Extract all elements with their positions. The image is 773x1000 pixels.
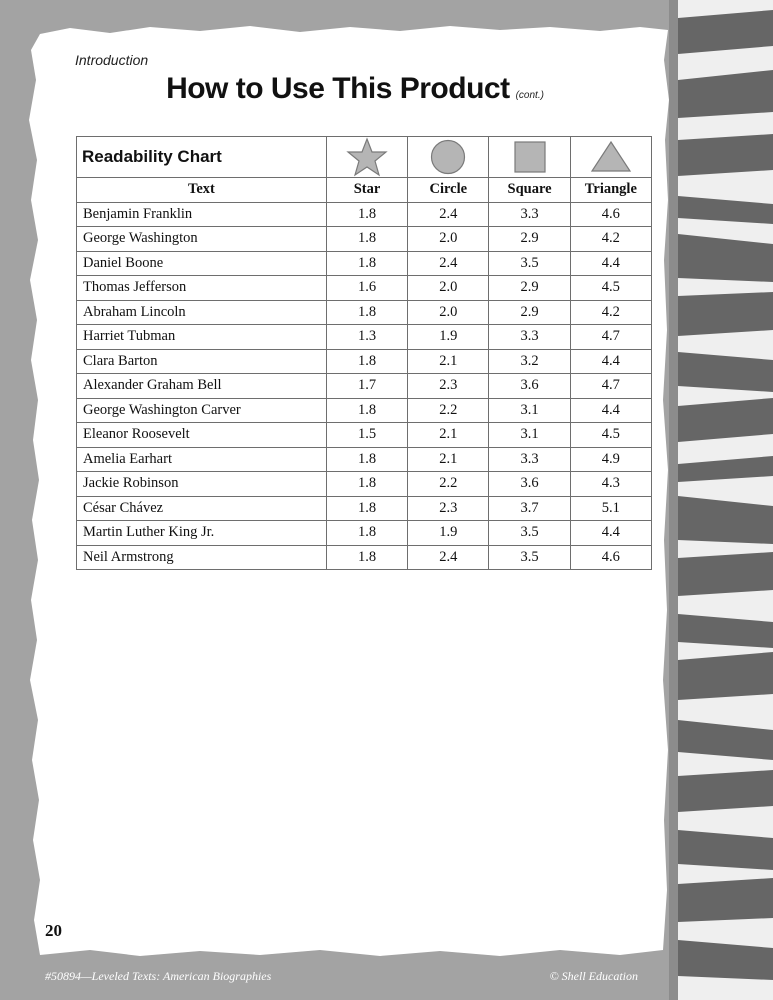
table-row xyxy=(77,300,652,325)
triangle-level-cell: 4.6 xyxy=(570,202,651,227)
triangle-level-cell: 4.5 xyxy=(570,423,651,448)
star-level-cell: 1.3 xyxy=(326,325,407,350)
biography-title-cell: Daniel Boone xyxy=(77,251,327,276)
column-header-row xyxy=(77,178,652,203)
star-level-cell: 1.8 xyxy=(326,349,407,374)
square-level-cell: 3.3 xyxy=(489,202,570,227)
square-level-cell: 3.5 xyxy=(489,251,570,276)
star-level-cell: 1.8 xyxy=(326,398,407,423)
table-row xyxy=(77,545,652,570)
column-header-text: Text xyxy=(77,178,327,203)
star-level-cell: 1.8 xyxy=(326,251,407,276)
footer-publisher: © Shell Education xyxy=(549,969,638,983)
triangle-level-cell: 4.5 xyxy=(570,276,651,301)
triangle-level-cell: 4.3 xyxy=(570,472,651,497)
star-level-cell: 1.8 xyxy=(326,227,407,252)
table-row xyxy=(77,423,652,448)
circle-level-cell: 2.4 xyxy=(408,202,489,227)
table-row xyxy=(77,472,652,497)
biography-title-cell: César Chávez xyxy=(77,496,327,521)
circle-icon xyxy=(428,137,468,177)
biography-title-cell: Jackie Robinson xyxy=(77,472,327,497)
biography-title-cell: George Washington Carver xyxy=(77,398,327,423)
triangle-level-cell: 4.2 xyxy=(570,227,651,252)
table-row xyxy=(77,276,652,301)
star-level-cell: 1.7 xyxy=(326,374,407,399)
column-header-circle: Circle xyxy=(408,178,489,203)
circle-level-cell: 2.1 xyxy=(408,423,489,448)
page-heading xyxy=(0,72,710,106)
column-header-star: Star xyxy=(326,178,407,203)
star-level-cell: 1.8 xyxy=(326,472,407,497)
biography-title-cell: Benjamin Franklin xyxy=(77,202,327,227)
triangle-level-cell: 4.7 xyxy=(570,325,651,350)
table-row xyxy=(77,202,652,227)
square-level-cell: 3.5 xyxy=(489,545,570,570)
circle-cell xyxy=(408,137,489,178)
circle-level-cell: 2.0 xyxy=(408,300,489,325)
circle-level-cell: 1.9 xyxy=(408,325,489,350)
page-number: 20 xyxy=(45,921,62,940)
square-level-cell: 3.1 xyxy=(489,423,570,448)
circle-level-cell: 2.2 xyxy=(408,398,489,423)
triangle-level-cell: 4.4 xyxy=(570,349,651,374)
triangle-level-cell: 5.1 xyxy=(570,496,651,521)
star-icon xyxy=(346,137,388,177)
biography-title-cell: Harriet Tubman xyxy=(77,325,327,350)
star-level-cell: 1.8 xyxy=(326,545,407,570)
table-row xyxy=(77,227,652,252)
section-label: Introduction xyxy=(75,52,149,68)
circle-level-cell: 2.0 xyxy=(408,276,489,301)
biography-title-cell: Alexander Graham Bell xyxy=(77,374,327,399)
triangle-level-cell: 4.4 xyxy=(570,521,651,546)
biography-title-cell: Amelia Earhart xyxy=(77,447,327,472)
triangle-level-cell: 4.9 xyxy=(570,447,651,472)
title-suffix: (cont.) xyxy=(515,90,544,101)
table-row xyxy=(77,447,652,472)
page-title: How to Use This Product xyxy=(166,72,510,105)
square-level-cell: 3.6 xyxy=(489,472,570,497)
table-row xyxy=(77,325,652,350)
star-level-cell: 1.8 xyxy=(326,447,407,472)
circle-level-cell: 2.3 xyxy=(408,374,489,399)
biography-title-cell: Clara Barton xyxy=(77,349,327,374)
square-level-cell: 3.1 xyxy=(489,398,570,423)
star-level-cell: 1.8 xyxy=(326,521,407,546)
circle-level-cell: 1.9 xyxy=(408,521,489,546)
star-level-cell: 1.8 xyxy=(326,202,407,227)
square-level-cell: 3.2 xyxy=(489,349,570,374)
table-row xyxy=(77,251,652,276)
square-level-cell: 3.3 xyxy=(489,447,570,472)
biography-title-cell: Eleanor Roosevelt xyxy=(77,423,327,448)
circle-level-cell: 2.0 xyxy=(408,227,489,252)
star-level-cell: 1.8 xyxy=(326,496,407,521)
table-row xyxy=(77,496,652,521)
square-level-cell: 3.3 xyxy=(489,325,570,350)
biography-title-cell: Abraham Lincoln xyxy=(77,300,327,325)
circle-level-cell: 2.3 xyxy=(408,496,489,521)
star-level-cell: 1.6 xyxy=(326,276,407,301)
square-level-cell: 2.9 xyxy=(489,300,570,325)
triangle-level-cell: 4.4 xyxy=(570,251,651,276)
square-level-cell: 2.9 xyxy=(489,227,570,252)
triangle-level-cell: 4.2 xyxy=(570,300,651,325)
table-row xyxy=(77,349,652,374)
star-level-cell: 1.8 xyxy=(326,300,407,325)
column-header-square: Square xyxy=(489,178,570,203)
circle-level-cell: 2.4 xyxy=(408,545,489,570)
biography-title-cell: George Washington xyxy=(77,227,327,252)
star-cell xyxy=(326,137,407,178)
triangle-level-cell: 4.7 xyxy=(570,374,651,399)
square-level-cell: 3.6 xyxy=(489,374,570,399)
triangle-icon xyxy=(589,137,633,177)
circle-level-cell: 2.1 xyxy=(408,349,489,374)
biography-title-cell: Martin Luther King Jr. xyxy=(77,521,327,546)
circle-level-cell: 2.2 xyxy=(408,472,489,497)
square-level-cell: 2.9 xyxy=(489,276,570,301)
square-icon xyxy=(510,137,550,177)
star-level-cell: 1.5 xyxy=(326,423,407,448)
triangle-cell xyxy=(570,137,651,178)
square-level-cell: 3.5 xyxy=(489,521,570,546)
readability-table xyxy=(76,136,652,570)
table-row xyxy=(77,398,652,423)
square-cell xyxy=(489,137,570,178)
triangle-level-cell: 4.6 xyxy=(570,545,651,570)
triangle-level-cell: 4.4 xyxy=(570,398,651,423)
table-body xyxy=(77,202,652,570)
circle-level-cell: 2.1 xyxy=(408,447,489,472)
table-row xyxy=(77,521,652,546)
chart-title: Readability Chart xyxy=(77,137,327,178)
table-title-row xyxy=(77,137,652,178)
biography-title-cell: Thomas Jefferson xyxy=(77,276,327,301)
biography-title-cell: Neil Armstrong xyxy=(77,545,327,570)
table-row xyxy=(77,374,652,399)
column-header-triangle: Triangle xyxy=(570,178,651,203)
circle-level-cell: 2.4 xyxy=(408,251,489,276)
square-level-cell: 3.7 xyxy=(489,496,570,521)
footer-product-title: #50894—Leveled Texts: American Biographies xyxy=(45,969,272,983)
